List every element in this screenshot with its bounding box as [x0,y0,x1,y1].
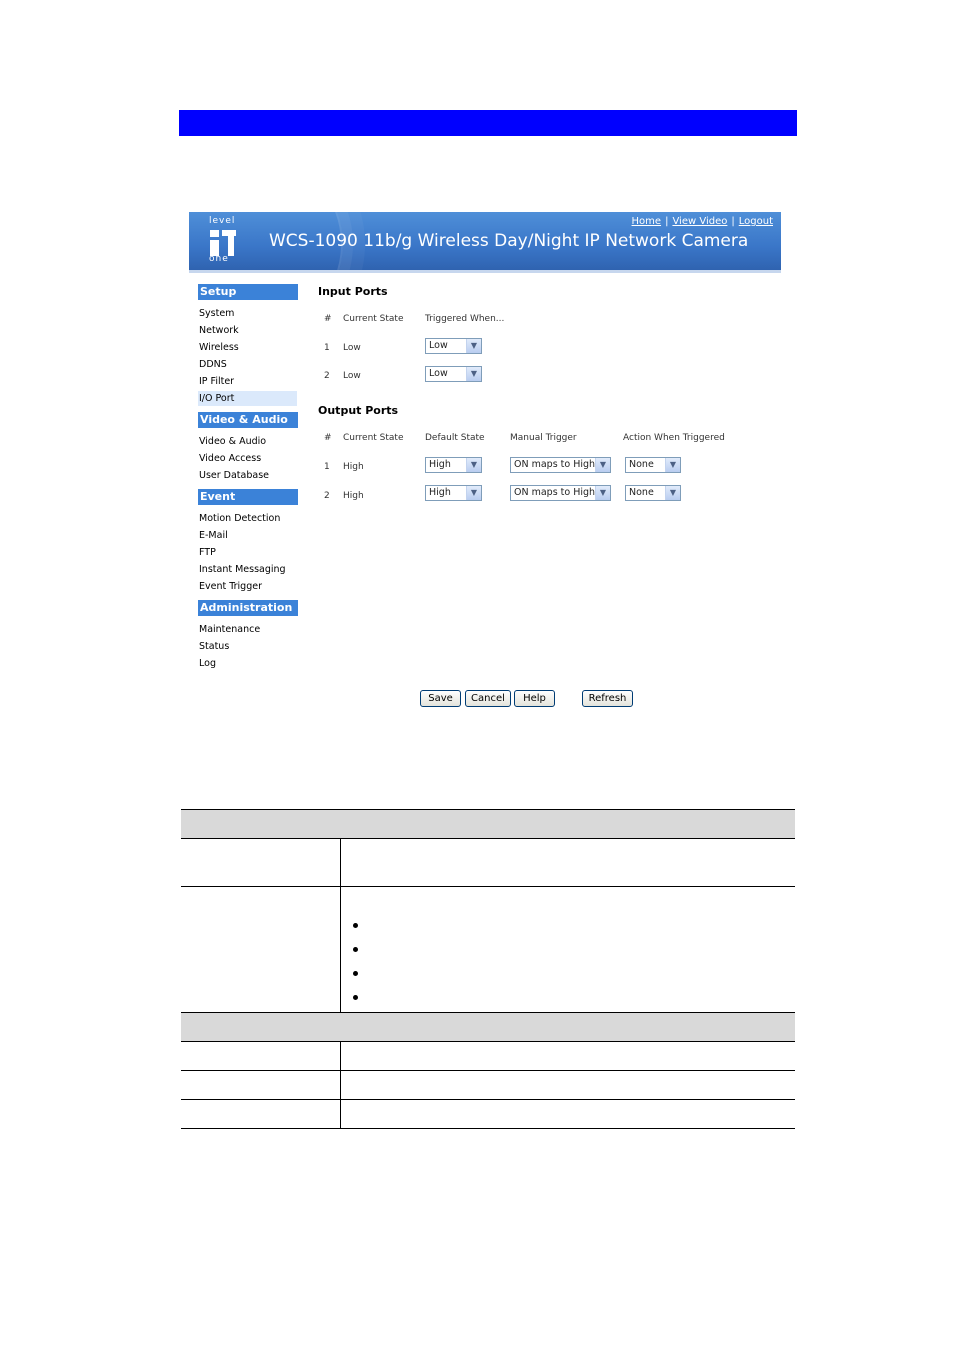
output-1-default-select[interactable]: High ▼ [425,457,482,473]
chevron-down-icon: ▼ [466,339,481,353]
output-col-action: Action When Triggered [623,433,725,443]
page-title-bar [179,110,797,136]
table-section-header [181,1012,795,1041]
description-table [181,809,795,1129]
input-ports-heading: Input Ports [318,285,388,298]
sidebar-section-event: Event [198,489,298,505]
chevron-down-icon: ▼ [595,486,610,500]
sidebar-item-network[interactable]: Network [199,325,239,336]
chevron-down-icon: ▼ [665,486,680,500]
output-ports-heading: Output Ports [318,404,399,417]
camera-ui-screenshot [189,212,781,712]
input-1-trigger-select[interactable]: Low ▼ [425,338,482,354]
input-col-state: Current State [343,314,404,324]
sidebar-item-event-trigger[interactable]: Event Trigger [199,581,262,592]
sidebar-item-instant-messaging[interactable]: Instant Messaging [199,564,286,575]
sidebar-section-administration: Administration [198,600,298,616]
sidebar-item-status[interactable]: Status [199,641,230,652]
sidebar-item-motion-detection[interactable]: Motion Detection [199,513,281,524]
input-row-num: 2 [324,371,330,381]
top-links: Home | View Video | Logout [631,216,773,227]
logout-link[interactable]: Logout [738,216,773,227]
chevron-down-icon: ▼ [595,458,610,472]
output-row-num: 1 [324,462,330,472]
chevron-down-icon: ▼ [665,458,680,472]
output-col-num: # [324,433,332,443]
sidebar-item-system[interactable]: System [199,308,235,319]
levelone-logo: level one [209,216,236,264]
sidebar-section-setup: Setup [198,284,298,300]
sidebar-item-log[interactable]: Log [199,658,216,669]
sidebar-section-video-audio: Video & Audio [198,412,298,428]
output-col-default: Default State [425,433,485,443]
bullet-point [353,923,358,928]
sidebar-item-email[interactable]: E-Mail [199,530,228,541]
cancel-button[interactable]: Cancel [465,690,511,707]
chevron-down-icon: ▼ [466,367,481,381]
input-col-trigger: Triggered When... [425,314,505,324]
save-button[interactable]: Save [420,690,461,707]
sidebar-item-ftp[interactable]: FTP [199,547,216,558]
output-row-state: High [343,491,364,501]
banner [189,212,781,270]
sidebar-item-user-database[interactable]: User Database [199,470,270,481]
output-1-action-select[interactable]: None ▼ [625,457,681,473]
bullet-point [353,971,358,976]
refresh-button[interactable]: Refresh [582,690,633,707]
sidebar-item-video-audio[interactable]: Video & Audio [199,436,267,447]
bullet-point [353,995,358,1000]
home-link[interactable]: Home [631,216,662,227]
input-row-num: 1 [324,343,330,353]
sidebar-item-wireless[interactable]: Wireless [199,342,239,353]
chevron-down-icon: ▼ [466,458,481,472]
bullet-point [353,947,358,952]
output-2-manual-select[interactable]: ON maps to High ▼ [510,485,611,501]
view-video-link[interactable]: View Video [672,216,728,227]
sidebar-item-ddns[interactable]: DDNS [199,359,227,370]
sidebar-item-maintenance[interactable]: Maintenance [199,624,261,635]
sidebar-item-ip-filter[interactable]: IP Filter [199,376,235,387]
output-col-manual: Manual Trigger [510,433,577,443]
help-button[interactable]: Help [514,690,555,707]
banner-title: WCS-1090 11b/g Wireless Day/Night IP Network Camera [269,231,749,251]
input-row-state: Low [343,343,361,353]
input-2-trigger-select[interactable]: Low ▼ [425,366,482,382]
input-row-state: Low [343,371,361,381]
output-row-num: 2 [324,491,330,501]
chevron-down-icon: ▼ [466,486,481,500]
output-2-action-select[interactable]: None ▼ [625,485,681,501]
output-col-state: Current State [343,433,404,443]
output-2-default-select[interactable]: High ▼ [425,485,482,501]
output-1-manual-select[interactable]: ON maps to High ▼ [510,457,611,473]
input-col-num: # [324,314,332,324]
sidebar-item-io-port[interactable]: I/O Port [198,391,297,406]
table-section-header [181,809,795,838]
output-row-state: High [343,462,364,472]
sidebar-item-video-access[interactable]: Video Access [199,453,262,464]
